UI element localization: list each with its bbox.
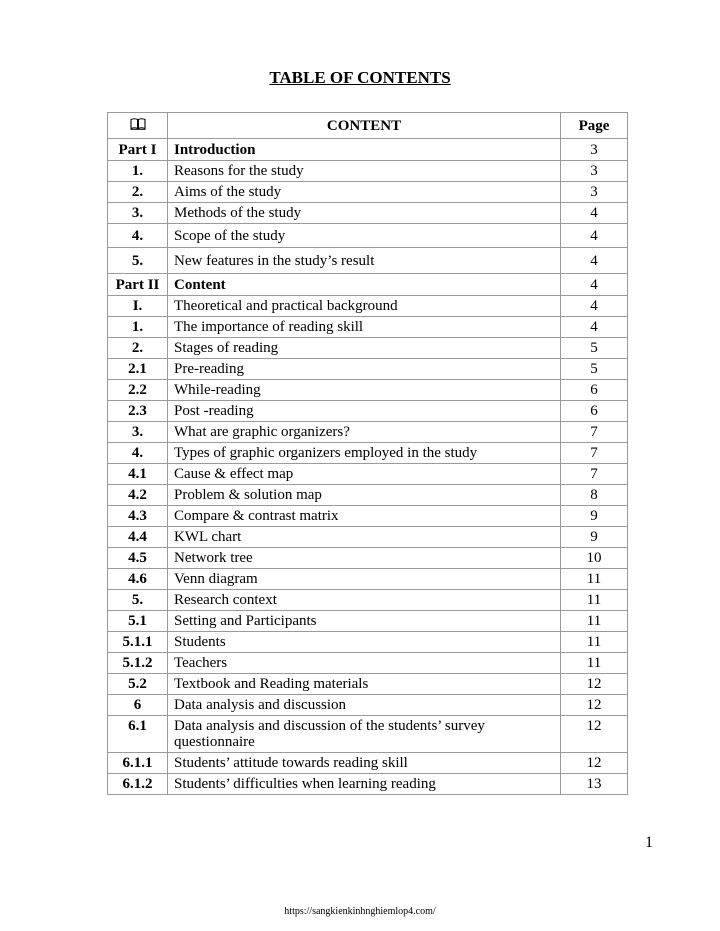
- toc-row-number: 6.1.2: [108, 774, 168, 795]
- toc-row-page: 12: [561, 716, 628, 753]
- header-icon-cell: [108, 113, 168, 139]
- toc-row: [108, 182, 628, 203]
- toc-row: [108, 632, 628, 653]
- toc-row-number: 5.2: [108, 674, 168, 695]
- toc-row: [108, 161, 628, 182]
- toc-row-number: 5.1.1: [108, 632, 168, 653]
- toc-row-number: 6.1.1: [108, 753, 168, 774]
- toc-row-page: 4: [561, 274, 628, 296]
- toc-row: [108, 611, 628, 632]
- toc-row-number: 4.4: [108, 527, 168, 548]
- toc-row: [108, 653, 628, 674]
- toc-row: [108, 527, 628, 548]
- book-icon: [130, 117, 146, 134]
- toc-row-page: 12: [561, 674, 628, 695]
- toc-row-number: 4.1: [108, 464, 168, 485]
- toc-row: [108, 569, 628, 590]
- toc-row-title: Network tree: [168, 548, 561, 569]
- toc-row-title: Reasons for the study: [168, 161, 561, 182]
- toc-row-title: Students’ difficulties when learning reading: [168, 774, 561, 795]
- toc-row-number: 6: [108, 695, 168, 716]
- toc-row-page: 7: [561, 464, 628, 485]
- toc-row-title: Textbook and Reading materials: [168, 674, 561, 695]
- toc-row-title: What are graphic organizers?: [168, 422, 561, 443]
- toc-row-page: 12: [561, 695, 628, 716]
- toc-row: [108, 274, 628, 296]
- toc-row-title: Content: [168, 274, 561, 296]
- toc-row: [108, 359, 628, 380]
- toc-row-page: 13: [561, 774, 628, 795]
- toc-row-title: Cause & effect map: [168, 464, 561, 485]
- toc-row-number: 4.2: [108, 485, 168, 506]
- page-number: 1: [645, 834, 653, 851]
- toc-row: [108, 224, 628, 248]
- toc-row-number: Part I: [108, 139, 168, 161]
- toc-row-number: I.: [108, 296, 168, 317]
- header-page: Page: [561, 113, 628, 139]
- toc-row-number: 2.: [108, 182, 168, 203]
- toc-row: [108, 506, 628, 527]
- toc-body: [108, 113, 628, 795]
- toc-row: [108, 548, 628, 569]
- toc-row-title: Types of graphic organizers employed in the study: [168, 443, 561, 464]
- toc-row-title: Research context: [168, 590, 561, 611]
- toc-row-number: 5.: [108, 248, 168, 274]
- toc-row-page: 3: [561, 182, 628, 203]
- toc-row: [108, 716, 628, 753]
- toc-row: [108, 695, 628, 716]
- toc-row-page: 4: [561, 203, 628, 224]
- toc-row-number: 5.: [108, 590, 168, 611]
- toc-row: [108, 203, 628, 224]
- toc-row-number: 1.: [108, 317, 168, 338]
- toc-row-title: Compare & contrast matrix: [168, 506, 561, 527]
- toc-table: [107, 112, 628, 795]
- toc-row-page: 10: [561, 548, 628, 569]
- toc-row-page: 5: [561, 359, 628, 380]
- toc-row-page: 4: [561, 224, 628, 248]
- toc-row-title: Data analysis and discussion of the students’ survey questionnaire: [168, 716, 561, 753]
- toc-row-title: Methods of the study: [168, 203, 561, 224]
- toc-row: [108, 380, 628, 401]
- toc-row-title: Students: [168, 632, 561, 653]
- toc-row-number: 6.1: [108, 716, 168, 753]
- toc-row: [108, 590, 628, 611]
- toc-row-page: 6: [561, 380, 628, 401]
- toc-row-number: 4.: [108, 443, 168, 464]
- toc-row-number: Part II: [108, 274, 168, 296]
- toc-row: [108, 248, 628, 274]
- toc-row-number: 3.: [108, 422, 168, 443]
- toc-row-page: 9: [561, 506, 628, 527]
- toc-row-title: Setting and Participants: [168, 611, 561, 632]
- toc-row-number: 4.3: [108, 506, 168, 527]
- toc-row-title: Pre-reading: [168, 359, 561, 380]
- toc-row-page: 3: [561, 139, 628, 161]
- toc-row-page: 7: [561, 422, 628, 443]
- toc-row-title: Aims of the study: [168, 182, 561, 203]
- toc-row-page: 4: [561, 317, 628, 338]
- toc-row-page: 3: [561, 161, 628, 182]
- toc-row-number: 5.1.2: [108, 653, 168, 674]
- toc-row: [108, 139, 628, 161]
- footer-url[interactable]: https://sangkienkinhnghiemlop4.com/: [284, 906, 436, 917]
- toc-row-number: 2.3: [108, 401, 168, 422]
- toc-row-title: Introduction: [168, 139, 561, 161]
- toc-row-page: 12: [561, 753, 628, 774]
- toc-row-title: New features in the study’s result: [168, 248, 561, 274]
- toc-row-number: 2.1: [108, 359, 168, 380]
- toc-row-title: Students’ attitude towards reading skill: [168, 753, 561, 774]
- toc-row-title: KWL chart: [168, 527, 561, 548]
- header-content: CONTENT: [168, 113, 561, 139]
- toc-row-number: 2.: [108, 338, 168, 359]
- toc-row-title: Data analysis and discussion: [168, 695, 561, 716]
- toc-row-page: 4: [561, 296, 628, 317]
- toc-row-number: 3.: [108, 203, 168, 224]
- toc-row-page: 11: [561, 632, 628, 653]
- toc-row-title: Problem & solution map: [168, 485, 561, 506]
- toc-row: [108, 296, 628, 317]
- toc-header-row: [108, 113, 628, 139]
- toc-row-number: 2.2: [108, 380, 168, 401]
- toc-row: [108, 485, 628, 506]
- toc-row-number: 4.6: [108, 569, 168, 590]
- toc-row-page: 11: [561, 611, 628, 632]
- toc-row: [108, 422, 628, 443]
- toc-row: [108, 674, 628, 695]
- toc-row-page: 8: [561, 485, 628, 506]
- toc-row-page: 11: [561, 653, 628, 674]
- toc-row-title: Stages of reading: [168, 338, 561, 359]
- toc-row: [108, 338, 628, 359]
- toc-row-title: The importance of reading skill: [168, 317, 561, 338]
- toc-row-title: Post -reading: [168, 401, 561, 422]
- toc-row: [108, 774, 628, 795]
- toc-row: [108, 753, 628, 774]
- toc-row-title: While-reading: [168, 380, 561, 401]
- toc-row-number: 4.: [108, 224, 168, 248]
- toc-row-page: 7: [561, 443, 628, 464]
- toc-row-title: Venn diagram: [168, 569, 561, 590]
- toc-row-page: 5: [561, 338, 628, 359]
- toc-row: [108, 464, 628, 485]
- toc-row: [108, 443, 628, 464]
- toc-row-title: Theoretical and practical background: [168, 296, 561, 317]
- toc-row-page: 6: [561, 401, 628, 422]
- toc-row-page: 11: [561, 590, 628, 611]
- toc-row-page: 11: [561, 569, 628, 590]
- toc-row-page: 9: [561, 527, 628, 548]
- toc-row-page: 4: [561, 248, 628, 274]
- page-title: TABLE OF CONTENTS: [269, 68, 451, 87]
- toc-row: [108, 401, 628, 422]
- toc-row-number: 5.1: [108, 611, 168, 632]
- toc-row: [108, 317, 628, 338]
- toc-row-number: 1.: [108, 161, 168, 182]
- toc-row-number: 4.5: [108, 548, 168, 569]
- toc-row-title: Teachers: [168, 653, 561, 674]
- toc-row-title: Scope of the study: [168, 224, 561, 248]
